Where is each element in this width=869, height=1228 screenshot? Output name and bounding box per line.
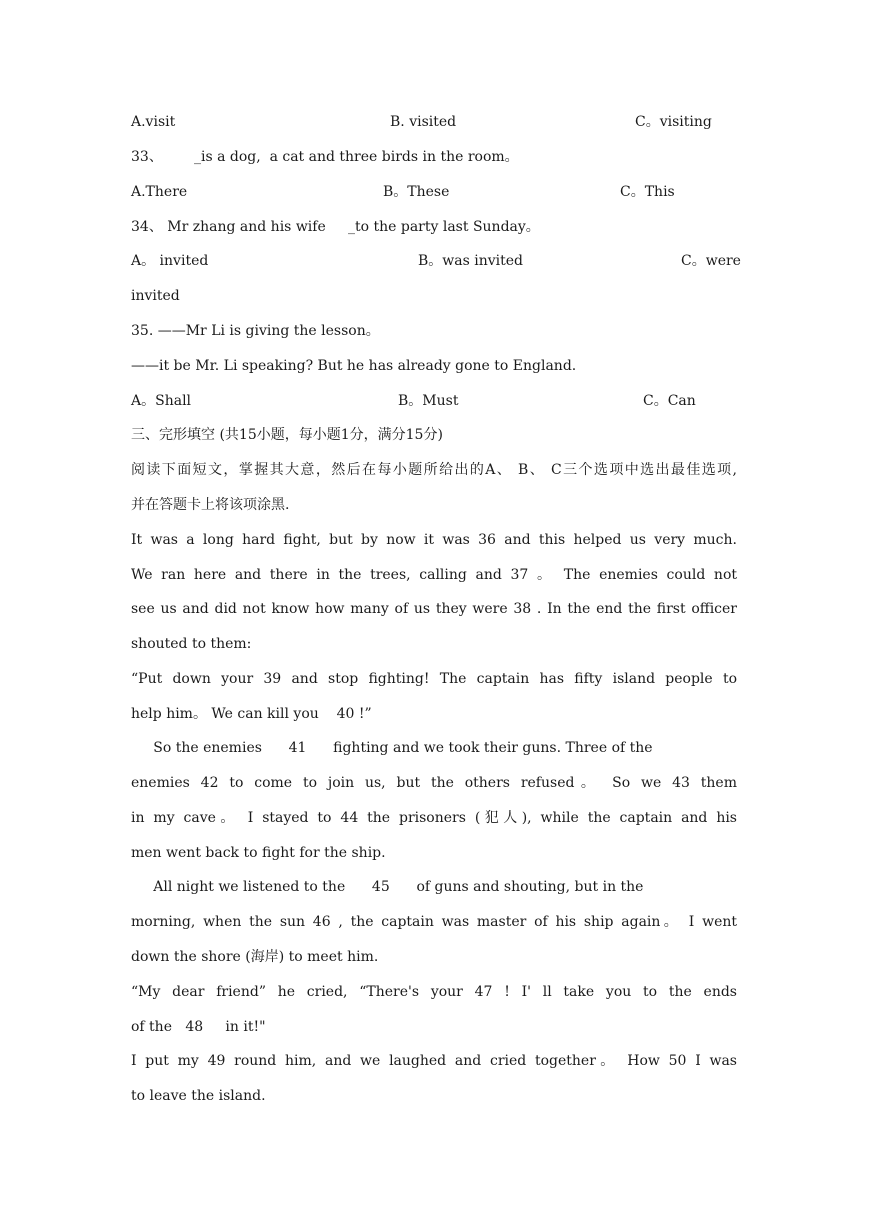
passage-line: down the shore (海岸) to meet him. — [131, 949, 379, 965]
q33-option-a: A.There — [131, 184, 188, 200]
passage-line: of the 48 in it!" — [131, 1019, 266, 1035]
section-instruction-2: 并在答题卡上将该项涂黑. — [131, 497, 290, 513]
q35-option-a: A。Shall — [131, 393, 192, 409]
passage-line: help him。 We can kill you 40 !” — [131, 706, 372, 722]
q33-option-c: C。This — [620, 184, 675, 200]
passage-line: men went back to fight for the ship. — [131, 845, 386, 861]
q34-option-c-continued: invited — [131, 288, 180, 304]
q33-stem: 33、 _is a dog, a cat and three birds in the room。 — [131, 149, 519, 165]
passage-line: All night we listened to the 45 of guns and shouting, but in the — [131, 879, 644, 895]
section-instruction-1: 阅读下面短文，掌握其大意，然后在每小题所给出的A、 B、 C三个选项中选出最佳选项, — [131, 462, 737, 478]
q32-option-b: B. visited — [390, 114, 457, 130]
passage-line: in my cave。 I stayed to 44 the prisoners (犯人), while the captain and his — [131, 810, 737, 826]
section-heading: 三、完形填空 (共15小题，每小题1分，满分15分) — [131, 427, 443, 443]
q35-stem: 35. ——Mr Li is giving the lesson。 — [131, 323, 380, 339]
q35-option-c: C。Can — [643, 393, 696, 409]
q33-option-b: B。These — [383, 184, 450, 200]
q35-option-b: B。Must — [398, 393, 459, 409]
passage-line: morning, when the sun 46 , the captain was master of his ship again。 I went — [131, 914, 737, 930]
passage-line: “Put down your 39 and stop fighting! The captain has fifty island people to — [131, 671, 737, 687]
q35-line-2: ——it be Mr. Li speaking? But he has already gone to England. — [131, 358, 577, 374]
passage-line: to leave the island. — [131, 1088, 266, 1104]
q32-option-a: A.visit — [131, 114, 176, 130]
passage-line: “My dear friend” he cried, “There's your 47 ! I' ll take you to the ends — [131, 984, 737, 1000]
q34-option-c: C。were — [681, 253, 741, 269]
passage-line: shouted to them: — [131, 636, 252, 652]
passage-line: It was a long hard fight, but by now it was 36 and this helped us very much. — [131, 532, 737, 548]
passage-line: So the enemies 41 fighting and we took their guns. Three of the — [131, 740, 653, 756]
passage-line: see us and did not know how many of us they were 38 . In the end the first officer — [131, 601, 737, 617]
passage-line: enemies 42 to come to join us, but the others refused。 So we 43 them — [131, 775, 737, 791]
q32-option-c: C。visiting — [635, 114, 712, 130]
q34-stem: 34、 Mr zhang and his wife _to the party last Sunday。 — [131, 219, 540, 235]
passage-line: We ran here and there in the trees, calling and 37 。 The enemies could not — [131, 567, 737, 583]
passage-line: I put my 49 round him, and we laughed and cried together。 How 50 I was — [131, 1053, 737, 1069]
q34-option-b: B。was invited — [418, 253, 524, 269]
q34-option-a: A。 invited — [131, 253, 209, 269]
